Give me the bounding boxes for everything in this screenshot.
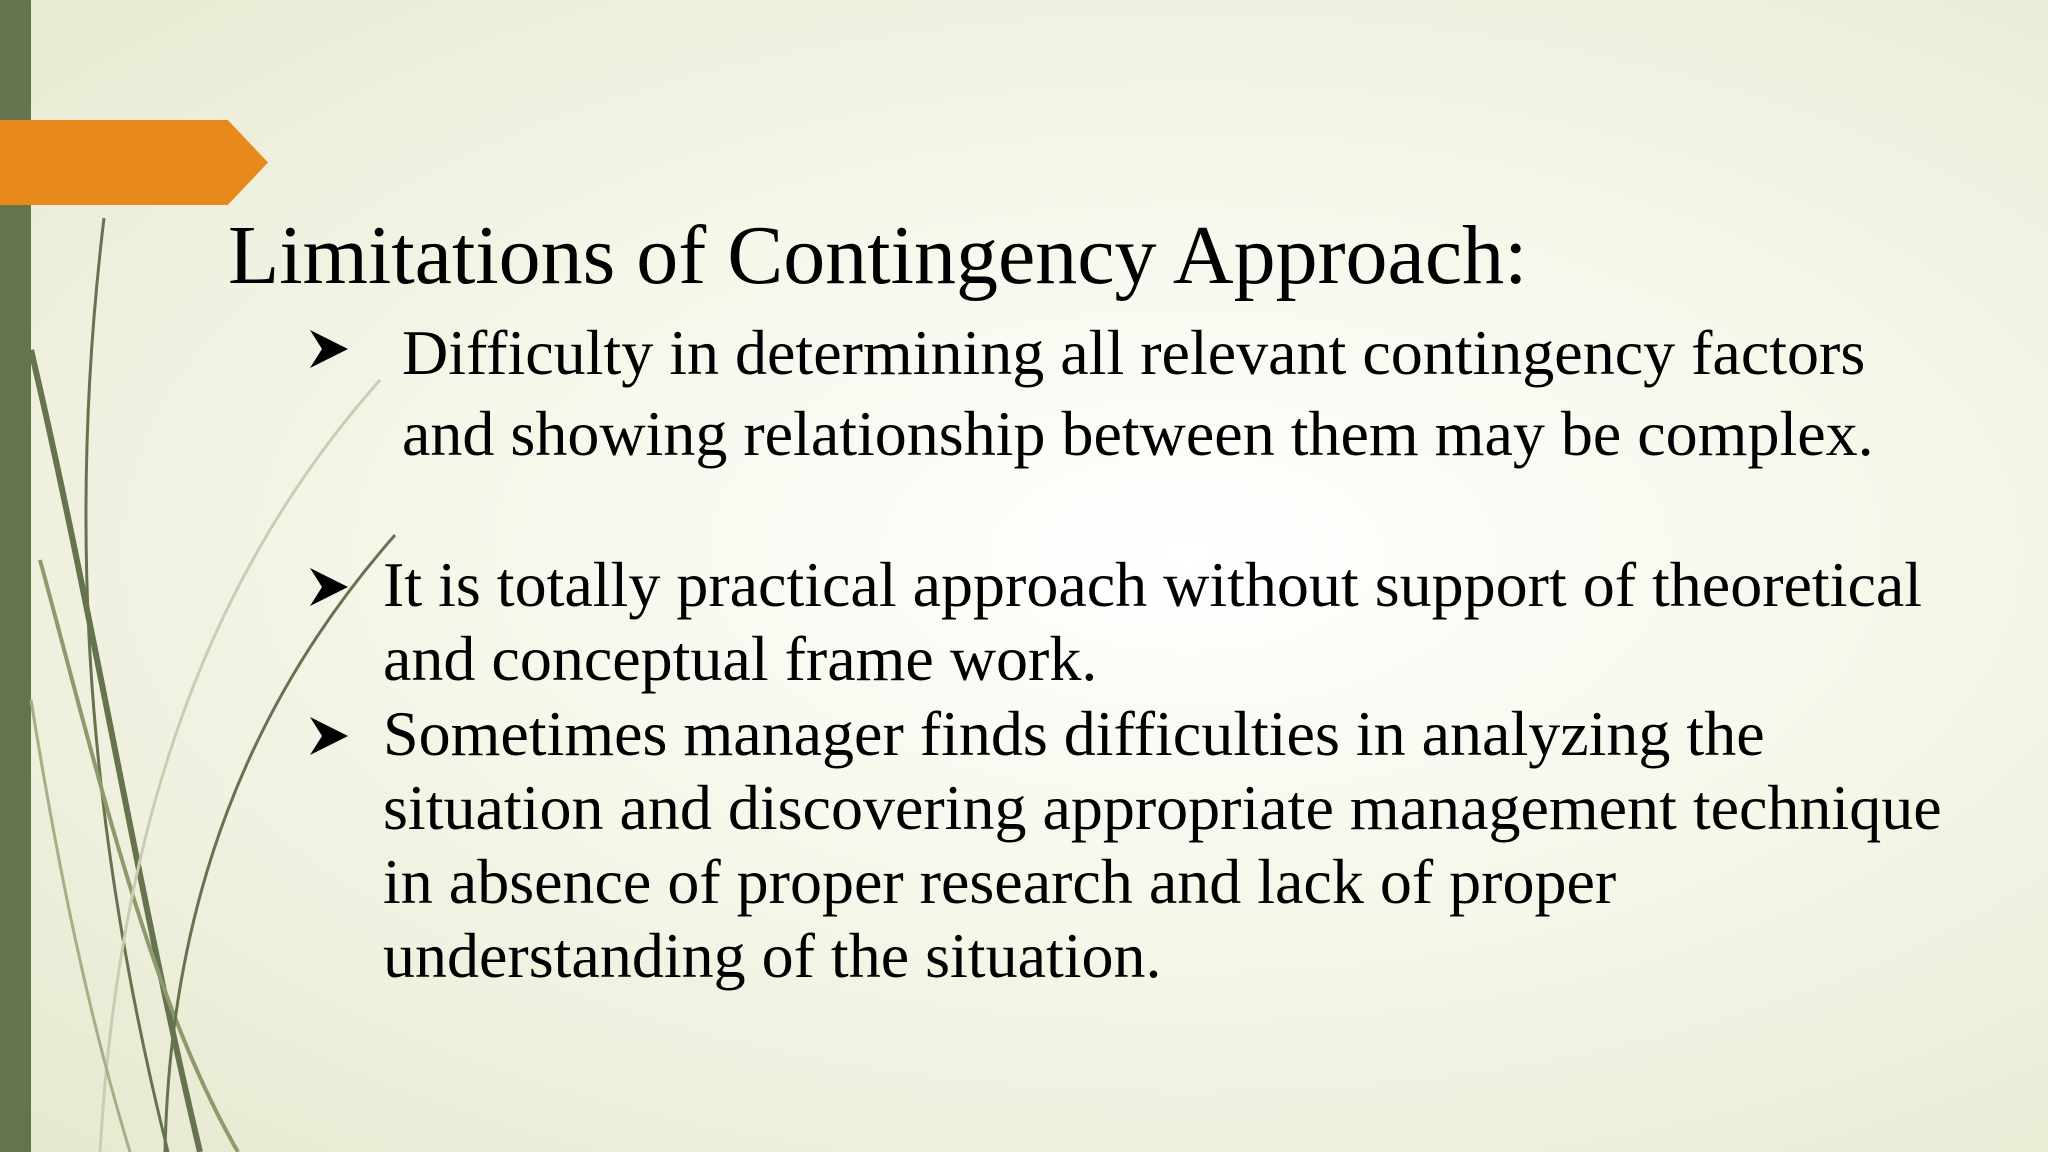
bullet-item-1: Difficulty in determining all relevant contingency factors and showing relationship between them may be complex. bbox=[402, 317, 1874, 469]
arrowhead-bullet-icon bbox=[308, 715, 350, 757]
orange-accent-tag bbox=[0, 120, 268, 205]
bullet-item-2: It is totally practical approach without support of theoretical and conceptual frame work. bbox=[383, 549, 1923, 694]
bullet-item-3: Sometimes manager finds difficulties in analyzing the situation and discovering appropriate management technique in absence of proper research and lack of proper understanding of the situation. bbox=[383, 698, 1942, 991]
arrowhead-bullet-icon bbox=[308, 328, 350, 370]
arrowhead-bullet-icon bbox=[308, 566, 350, 608]
slide-title: Limitations of Contingency Approach: bbox=[228, 209, 1528, 302]
